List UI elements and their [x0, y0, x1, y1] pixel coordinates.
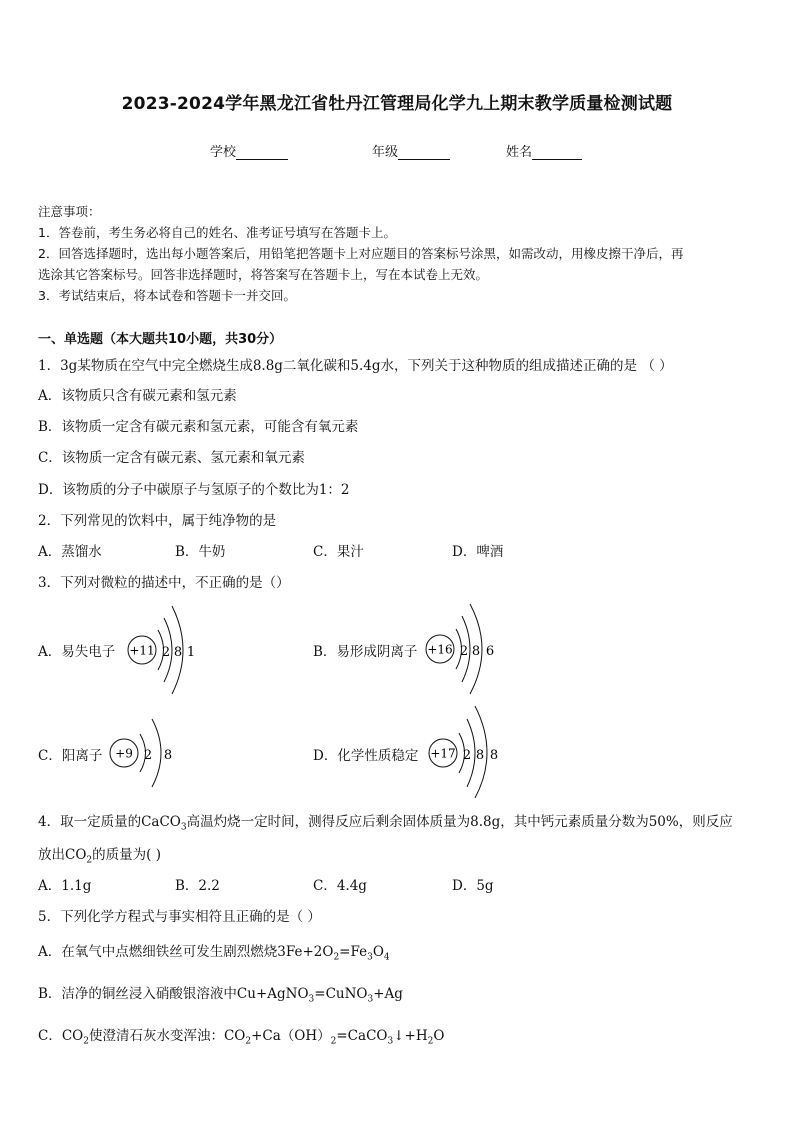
stem-text: 4．取一定质量的CaCO	[38, 814, 181, 830]
grade-label: 年级	[372, 145, 399, 160]
subscript: 3	[308, 994, 315, 1005]
shell-electron-count: 8	[471, 644, 481, 659]
nucleus-charge: +11	[129, 643, 155, 658]
stem-text: 放出CO	[38, 847, 87, 863]
option-text: A．在氧气中点燃细铁丝可发生剧烈燃烧	[38, 944, 278, 960]
question-2-option-a: A．蒸馏水	[38, 544, 102, 560]
notice-item: 1．答卷前，考生务必将自己的姓名、准考证号填写在答题卡上。	[38, 225, 396, 240]
question-2-option-b: B．牛奶	[175, 544, 226, 560]
question-3-option-a-label: A．易失电子	[38, 644, 116, 660]
question-5-option-c	[38, 1024, 444, 1047]
shell-electron-count: 8	[475, 748, 485, 763]
subscript: 3	[180, 822, 187, 833]
grade-blank	[398, 145, 450, 160]
question-4-option-d: D．5g	[452, 878, 494, 894]
equation-part: CO	[223, 1028, 246, 1044]
question-3-option-d-label: D．化学性质稳定	[313, 748, 419, 764]
subscript: 2	[427, 1036, 434, 1047]
subscript: 4	[383, 952, 390, 963]
shell-electron-count: 1	[186, 645, 196, 660]
shell-electron-count: 2	[143, 748, 153, 763]
notice-item: 2．回答选择题时，选出每小题答案后，用铅笔把答题卡上对应题目的答案标号涂黑，如需改动，用橡皮擦干净后，再	[38, 246, 684, 261]
equation-part: O	[372, 944, 384, 960]
question-2-stem: 2．下列常见的饮料中，属于纯净物的是	[38, 513, 277, 529]
equation-part: O	[433, 1028, 445, 1044]
question-5-stem: 5．下列化学方程式与事实相符且正确的是（ ）	[38, 909, 321, 925]
stem-text: 高温灼烧一定时间，测得反应后剩余固体质量为8.8g，其中钙元素质量分数为50%，则反应	[186, 814, 733, 830]
shell-electron-count: 8	[163, 748, 173, 763]
shell-electron-count: 2	[161, 645, 171, 660]
stem-text: 的质量为( )	[92, 847, 161, 863]
question-4-stem-line2	[38, 843, 161, 866]
name-field	[506, 141, 582, 160]
equation-part: =CuNO	[314, 986, 368, 1002]
subscript: 2	[83, 1036, 89, 1047]
question-1-option-a: A．该物质只含有碳元素和氢元素	[38, 388, 237, 404]
atom-diagram-a	[122, 604, 202, 696]
grade-field	[372, 141, 450, 160]
equation-part: =CaCO	[336, 1028, 388, 1044]
notice-item: 3．考试结束后，将本试卷和答题卡一并交回。	[38, 288, 296, 303]
equation-part: ↓+H	[393, 1028, 428, 1044]
question-4-option-a: A．1.1g	[38, 878, 92, 894]
subscript: 2	[330, 1036, 337, 1047]
question-4-stem-line1	[38, 810, 733, 833]
nucleus-charge: +16	[427, 642, 453, 657]
atom-diagram-b	[420, 602, 502, 696]
subscript: 3	[367, 952, 373, 963]
notice-heading: 注意事项：	[38, 204, 101, 219]
school-label: 学校	[210, 145, 237, 160]
question-1-option-c: C．该物质一定含有碳元素、氢元素和氧元素	[38, 450, 305, 466]
atom-diagram-d	[423, 704, 505, 800]
atom-diagram-c	[104, 716, 184, 790]
equation-part: +Ca（OH）	[251, 1028, 331, 1044]
question-5-option-a	[38, 940, 390, 963]
notice-item: 选涂其它答案标号。回答非选择题时，将答案写在答题卡上，写在本试卷上无效。	[38, 267, 489, 282]
name-label: 姓名	[506, 145, 533, 160]
equation-part: =Fe	[339, 944, 368, 960]
question-4-option-b: B．2.2	[175, 878, 220, 894]
subscript: 2	[245, 1036, 252, 1047]
question-1-option-b: B．该物质一定含有碳元素和氢元素，可能含有氧元素	[38, 419, 359, 435]
equation-part: +Ag	[373, 986, 403, 1002]
shell-electron-count: 2	[462, 748, 472, 763]
question-5-option-b	[38, 982, 403, 1005]
equation-part: Cu+AgNO	[236, 986, 309, 1002]
question-3-option-c-label: C．阳离子	[38, 748, 103, 764]
question-2-option-c: C．果汁	[313, 544, 364, 560]
school-field	[210, 141, 288, 160]
subscript: 3	[387, 1036, 394, 1047]
question-3-option-b-label: B．易形成阴离子	[313, 644, 418, 660]
page-title: 2023-2024学年黑龙江省牡丹江管理局化学九上期末教学质量检测试题	[121, 94, 673, 114]
subscript: 3	[367, 994, 374, 1005]
option-text: C．CO	[38, 1028, 84, 1044]
nucleus-charge: +9	[115, 746, 133, 761]
option-text: 使澄清石灰水变浑浊：	[88, 1028, 224, 1044]
name-blank	[532, 145, 582, 160]
question-4-option-c: C．4.4g	[313, 878, 367, 894]
question-1-option-d: D．该物质的分子中碳原子与氢原子的个数比为1：2	[38, 482, 350, 498]
equation-part: 3Fe+2O	[277, 944, 334, 960]
nucleus-charge: +17	[430, 746, 456, 761]
subscript: 2	[333, 952, 340, 963]
question-2-option-d: D．啤酒	[452, 544, 504, 560]
question-3-stem: 3．下列对微粒的描述中，不正确的是（）	[38, 575, 290, 591]
shell-electron-count: 8	[173, 645, 183, 660]
school-blank	[236, 145, 288, 160]
shell-electron-count: 2	[459, 644, 469, 659]
question-1-stem: 1．3g某物质在空气中完全燃烧生成8.8g二氧化碳和5.4g水，下列关于这种物质的组成描述正确的是 （ ）	[38, 358, 673, 374]
option-text: B．洁净的铜丝浸入硝酸银溶液中	[38, 986, 237, 1002]
electron-shell	[152, 719, 161, 787]
subscript: 2	[86, 855, 93, 866]
shell-electron-count: 8	[489, 748, 499, 763]
section-heading: 一、单选题（本大题共10小题，共30分）	[38, 332, 283, 347]
shell-electron-count: 6	[485, 644, 495, 659]
